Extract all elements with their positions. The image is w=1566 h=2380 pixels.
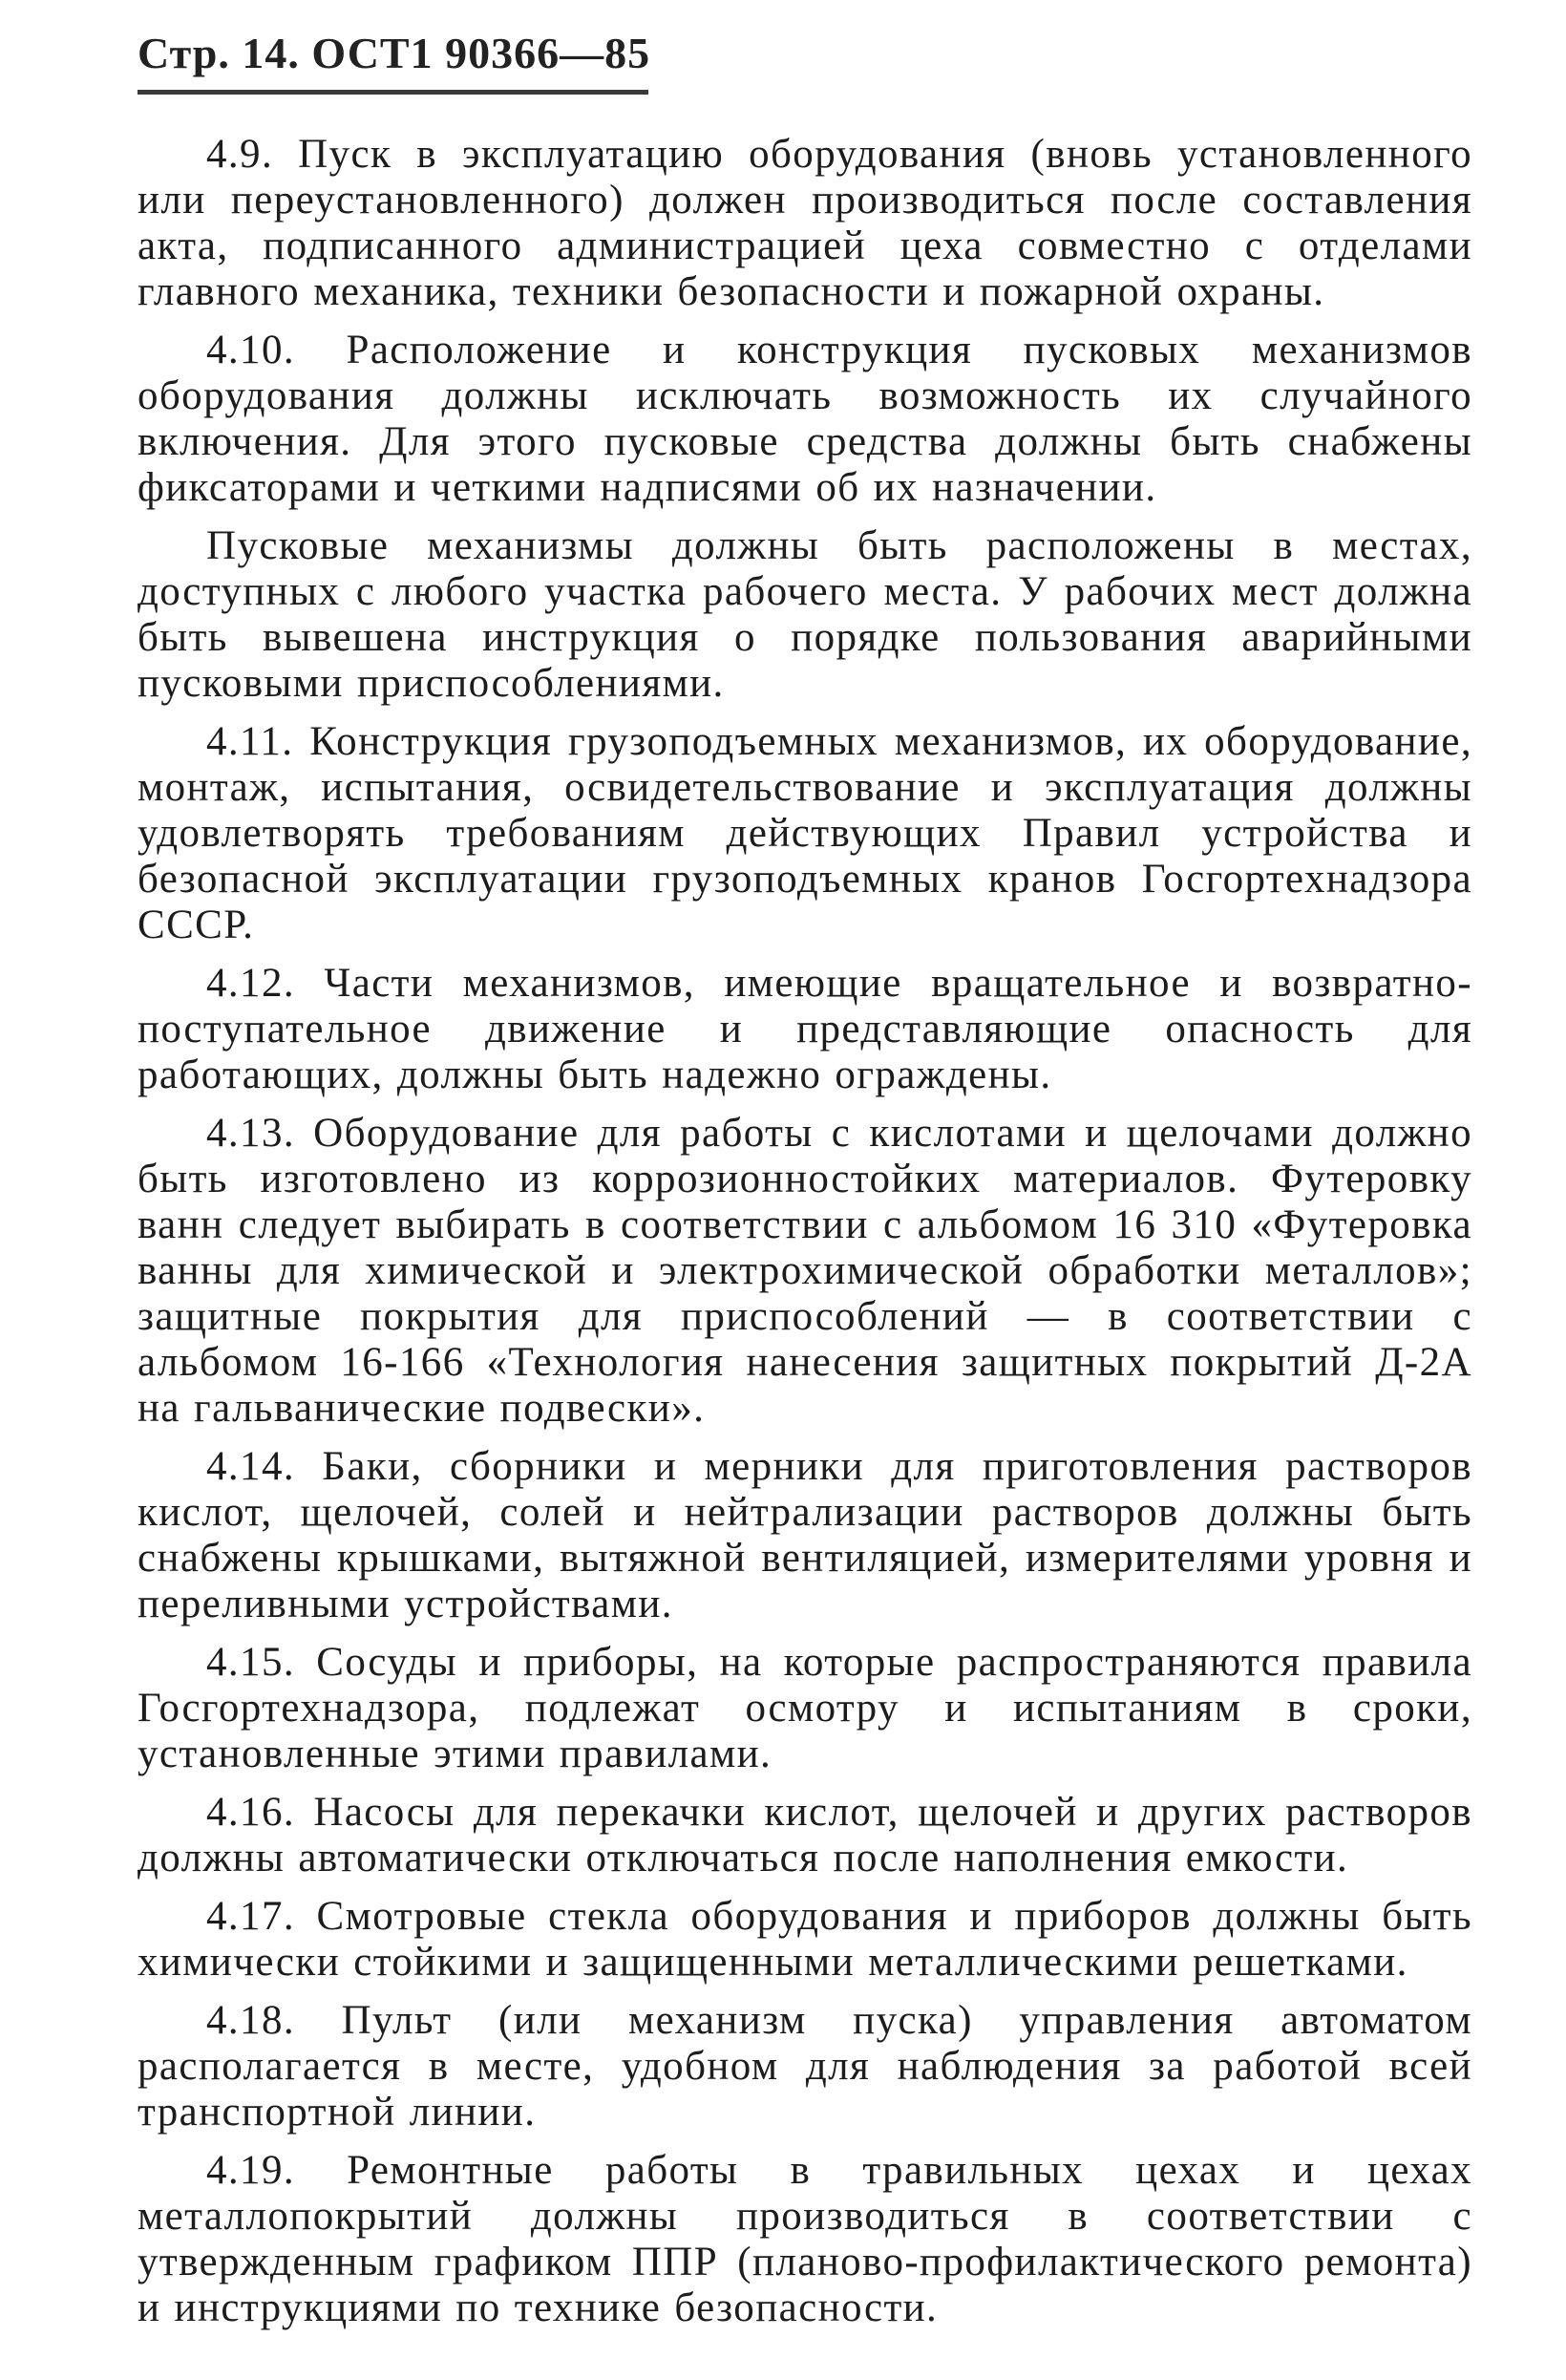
paragraph-4-17: 4.17. Смотровые стекла оборудования и приборов должны быть химически стойкими и защищенными металлическими решетками. <box>138 1894 1472 1985</box>
paragraph-4-9: 4.9. Пуск в эксплуатацию оборудования (вновь установленного или переустановленного) должен производиться после составления акта, подписанного администрацией цеха совместно с отделами главного механика, техники безопасности и пожарной охраны. <box>138 132 1472 314</box>
page-header-title: Стр. 14. ОСТ1 90366—85 <box>138 29 651 77</box>
paragraph-4-11: 4.11. Конструкция грузоподъемных механизмов, их оборудование, монтаж, испытания, освидетельствование и эксплуатация должны удовлетворять требованиям действующих Правил устройства и безопасной эксплуатации грузоподъемных кранов Госгортехнадзора СССР. <box>138 719 1472 947</box>
paragraph-4-19: 4.19. Ремонтные работы в травильных цехах и цехах металлопокрытий должны производиться в соответствии с утвержденным графиком ППР (планово-профилактического ремонта) и инструкциями по технике безопасности. <box>138 2148 1472 2330</box>
paragraph-4-12: 4.12. Части механизмов, имеющие вращательное и возвратно-поступательное движение и представляющие опасность для работающих, должны быть надежно ограждены. <box>138 961 1472 1097</box>
paragraph-4-14: 4.14. Баки, сборники и мерники для приготовления растворов кислот, щелочей, солей и нейтрализации растворов должны быть снабжены крышками, вытяжной вентиляцией, измерителями уровня и переливными устройствами. <box>138 1444 1472 1626</box>
paragraph-4-10-continued: Пусковые механизмы должны быть расположены в местах, доступных с любого участка рабочего места. У рабочих мест должна быть вывешена инструкция о порядке пользования аварийными пусковыми приспособлениями. <box>138 523 1472 706</box>
paragraph-4-10: 4.10. Расположение и конструкция пусковых механизмов оборудования должны исключать возможность их случайного включения. Для этого пусковые средства должны быть снабжены фиксаторами и четкими надписями об их назначении. <box>138 328 1472 510</box>
document-body <box>138 132 1472 2344</box>
header-underline <box>138 90 648 95</box>
page-header <box>138 27 653 95</box>
paragraph-4-15: 4.15. Сосуды и приборы, на которые распространяются правила Госгортехнадзора, подлежат осмотру и испытаниям в сроки, установленные этими правилами. <box>138 1640 1472 1776</box>
paragraph-4-16: 4.16. Насосы для перекачки кислот, щелочей и других растворов должны автоматически отключаться после наполнения емкости. <box>138 1790 1472 1881</box>
paragraph-4-13: 4.13. Оборудование для работы с кислотами и щелочами должно быть изготовлено из коррозионностойких материалов. Футеровку ванн следует выбирать в соответствии с альбомом 16 310 «Футеровка ванны для химической и электрохимической обработки металлов»; защитные покрытия для приспособлений — в соответствии с альбомом 16-166 «Технология нанесения защитных покрытий Д-2А на гальванические подвески». <box>138 1111 1472 1431</box>
paragraph-4-18: 4.18. Пульт (или механизм пуска) управления автоматом располагается в месте, удобном для наблюдения за работой всей транспортной линии. <box>138 1998 1472 2135</box>
